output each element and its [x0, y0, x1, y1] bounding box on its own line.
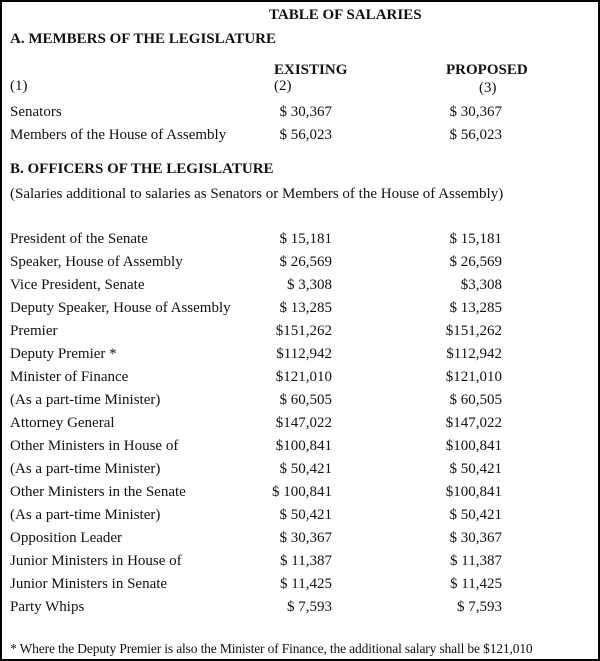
row-label: Members of the House of Assembly: [10, 127, 227, 143]
row-label: Party Whips: [10, 599, 85, 615]
row-label: Deputy Speaker, House of Assembly: [10, 300, 231, 316]
existing-value: $ 60,505: [279, 392, 332, 408]
proposed-value: $3,308: [460, 277, 502, 293]
proposed-value: $ 26,569: [449, 254, 502, 270]
proposed-value: $100,841: [445, 438, 502, 454]
table-row: [10, 596, 594, 619]
existing-value: $ 56,023: [279, 127, 332, 143]
table-row: [10, 366, 594, 389]
column-1-number: (1): [10, 78, 28, 94]
table-row: [10, 573, 594, 596]
table-row: [10, 251, 594, 274]
row-label: Other Ministers in the Senate: [10, 484, 186, 500]
proposed-value: $ 50,421: [449, 461, 502, 477]
existing-value: $ 100,841: [272, 484, 332, 500]
row-label: Senators: [10, 104, 62, 120]
footnote: * Where the Deputy Premier is also the Minister of Finance, the additional salary shall be $121,010: [10, 641, 533, 656]
row-label: Deputy Premier *: [10, 346, 117, 362]
table-row: [10, 343, 594, 366]
table-row: [10, 527, 594, 550]
table-row: [10, 297, 594, 320]
existing-column-header: EXISTING: [274, 62, 348, 78]
row-label: (As a part-time Minister): [10, 392, 161, 408]
proposed-value: $ 11,425: [450, 576, 502, 592]
proposed-value: $ 56,023: [449, 127, 502, 143]
table-row: [10, 274, 594, 297]
proposed-value: $ 30,367: [449, 104, 502, 120]
table-row: [10, 435, 594, 458]
proposed-value: $ 30,367: [449, 530, 502, 546]
table-row: [10, 481, 594, 504]
existing-value: $ 15,181: [279, 231, 332, 247]
proposed-value: $112,942: [446, 346, 502, 362]
existing-value: $ 26,569: [279, 254, 332, 270]
existing-value: $ 50,421: [279, 461, 332, 477]
table-row: [10, 504, 594, 527]
table-row: [10, 389, 594, 412]
existing-value: $ 13,285: [279, 300, 332, 316]
row-label: Vice President, Senate: [10, 277, 145, 293]
table-row: [10, 228, 594, 251]
row-label: Junior Ministers in House of: [10, 553, 182, 569]
table-row: [10, 320, 594, 343]
column-3-number: (3): [479, 80, 497, 96]
existing-value: $112,942: [276, 346, 332, 362]
existing-value: $121,010: [275, 369, 332, 385]
proposed-value: $121,010: [445, 369, 502, 385]
page-title: TABLE OF SALARIES: [269, 7, 422, 23]
row-label: Speaker, House of Assembly: [10, 254, 183, 270]
row-label: President of the Senate: [10, 231, 148, 247]
row-label: (As a part-time Minister): [10, 507, 161, 523]
table-row: [10, 458, 594, 481]
row-label: Other Ministers in House of: [10, 438, 179, 454]
table-row: [10, 550, 594, 573]
section-b-rows: [10, 228, 594, 619]
row-label: Premier: [10, 323, 58, 339]
section-b-heading: B. OFFICERS OF THE LEGISLATURE: [10, 161, 274, 177]
existing-value: $100,841: [275, 438, 332, 454]
proposed-column-header: PROPOSED: [446, 62, 528, 78]
row-label: Junior Ministers in Senate: [10, 576, 168, 592]
existing-value: $ 11,387: [280, 553, 332, 569]
proposed-value: $ 15,181: [449, 231, 502, 247]
column-2-number: (2): [274, 78, 292, 94]
existing-value: $ 3,308: [287, 277, 332, 293]
table-row: [10, 412, 594, 435]
existing-value: $ 30,367: [279, 104, 332, 120]
table-row: [10, 101, 594, 124]
proposed-value: $ 11,387: [450, 553, 502, 569]
proposed-value: $100,841: [445, 484, 502, 500]
row-label: Minister of Finance: [10, 369, 129, 385]
proposed-value: $ 60,505: [449, 392, 502, 408]
existing-value: $ 7,593: [287, 599, 332, 615]
proposed-value: $ 7,593: [457, 599, 502, 615]
existing-value: $ 11,425: [280, 576, 332, 592]
proposed-value: $ 13,285: [449, 300, 502, 316]
row-label: Attorney General: [10, 415, 115, 431]
section-a-heading: A. MEMBERS OF THE LEGISLATURE: [10, 31, 277, 47]
row-label: (As a part-time Minister): [10, 461, 161, 477]
section-a-rows: [10, 101, 594, 147]
proposed-value: $151,262: [445, 323, 502, 339]
proposed-value: $ 50,421: [449, 507, 502, 523]
existing-value: $151,262: [275, 323, 332, 339]
table-row: [10, 124, 594, 147]
row-label: Opposition Leader: [10, 530, 123, 546]
existing-value: $147,022: [275, 415, 332, 431]
proposed-value: $147,022: [445, 415, 502, 431]
existing-value: $ 50,421: [279, 507, 332, 523]
existing-value: $ 30,367: [279, 530, 332, 546]
section-b-note: (Salaries additional to salaries as Senators or Members of the House of Assembly): [10, 186, 504, 202]
